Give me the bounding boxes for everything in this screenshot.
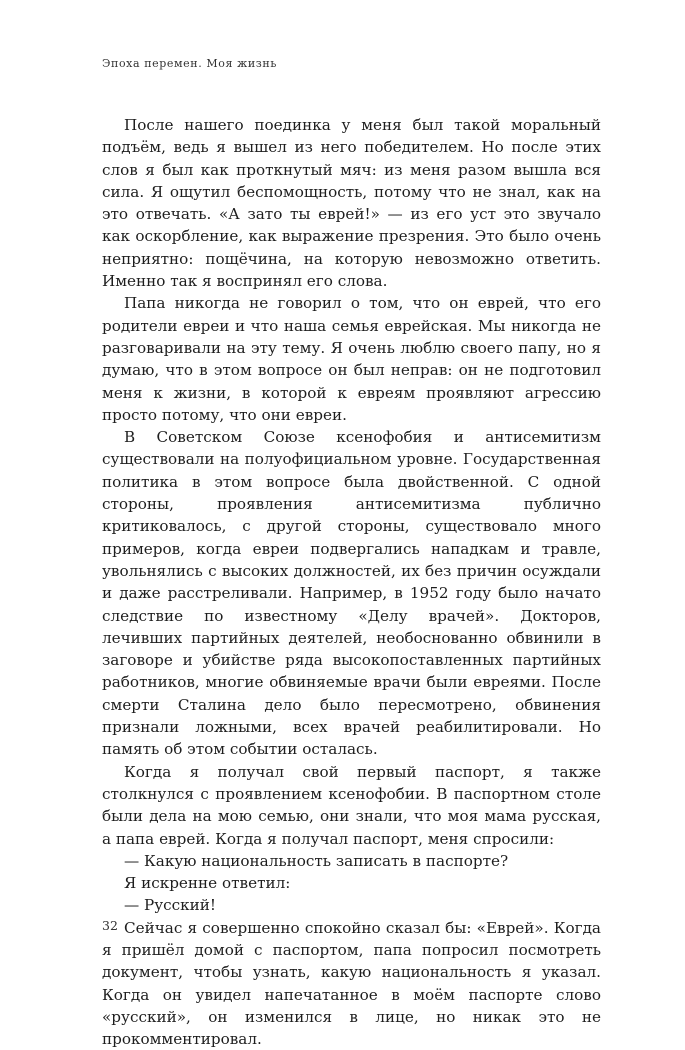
paragraph-4: Когда я получал свой первый паспорт, я также столкнулся с проявлением ксенофобии. В паспортном столе были дела на мою семью, они знали, что моя мама русская, а папа еврей. Когда я получал паспорт, меня спросили: bbox=[102, 762, 601, 848]
running-header: Эпоха перемен. Моя жизнь bbox=[102, 57, 277, 70]
body-text bbox=[102, 114, 601, 1050]
page-number: 32 bbox=[102, 918, 118, 933]
paragraph-6: Сейчас я совершенно спокойно сказал бы: «Еврей». Когда я пришёл домой с паспортом, папа попросил посмотреть документ, чтобы узнать, какую национальность я указал. Когда он увидел напечатанное в моём паспорте слово «русский», он изменился в лице, но никак это не прокомментировал. bbox=[102, 918, 601, 1049]
paragraph-3: В Советском Союзе ксенофобия и антисемитизм существовали на полуофициальном уровне. Государственная политика в этом вопросе была двойственной. С одной стороны, проявления антисемитизма публично критиковалось, с другой стороны, существовало много примеров, когда евреи подвергались нападкам и травле, увольнялись с высоких должностей, их без причин осуждали и даже расстреливали. Например, в 1952 году было начато следствие по известному «Делу врачей». Докторов, лечивших партийных деятелей, необоснованно обвинили в заговоре и убийстве ряда высокопоставленных партийных работников, многие обвиняемые врачи были евреями. После смерти Сталина дело было пересмотрено, обвинения признали ложными, всех врачей реабилитировали. Но память об этом событии осталась. bbox=[102, 428, 601, 759]
paragraph-2: Папа никогда не говорил о том, что он еврей, что его родители евреи и что наша семья еврейская. Мы никогда не разговаривали на эту тему. Я очень люблю своего папу, но я думаю, что в этом вопросе он был неправ: он не подготовил меня к жизни, в которой к евреям проявляют агрессию просто потому, что они евреи. bbox=[102, 294, 601, 424]
dialogue-answer: — Русский! bbox=[124, 896, 217, 915]
paragraph-1: После нашего поединка у меня был такой моральный подъём, ведь я вышел из него победителем. Но после этих слов я был как проткнутый мяч: из меня разом вышла вся сила. Я ощутил беспомощность, потому что не знал, как на это отвечать. «А зато ты еврей!» — из его уст это звучало как оскорбление, как выражение презрения. Это было очень неприятно: пощёчина, на которую невозможно ответить. Именно так я воспринял его слова. bbox=[102, 116, 601, 291]
paragraph-5: Я искренне ответил: bbox=[124, 874, 291, 893]
dialogue-question: — Какую национальность записать в паспорте? bbox=[124, 851, 509, 870]
